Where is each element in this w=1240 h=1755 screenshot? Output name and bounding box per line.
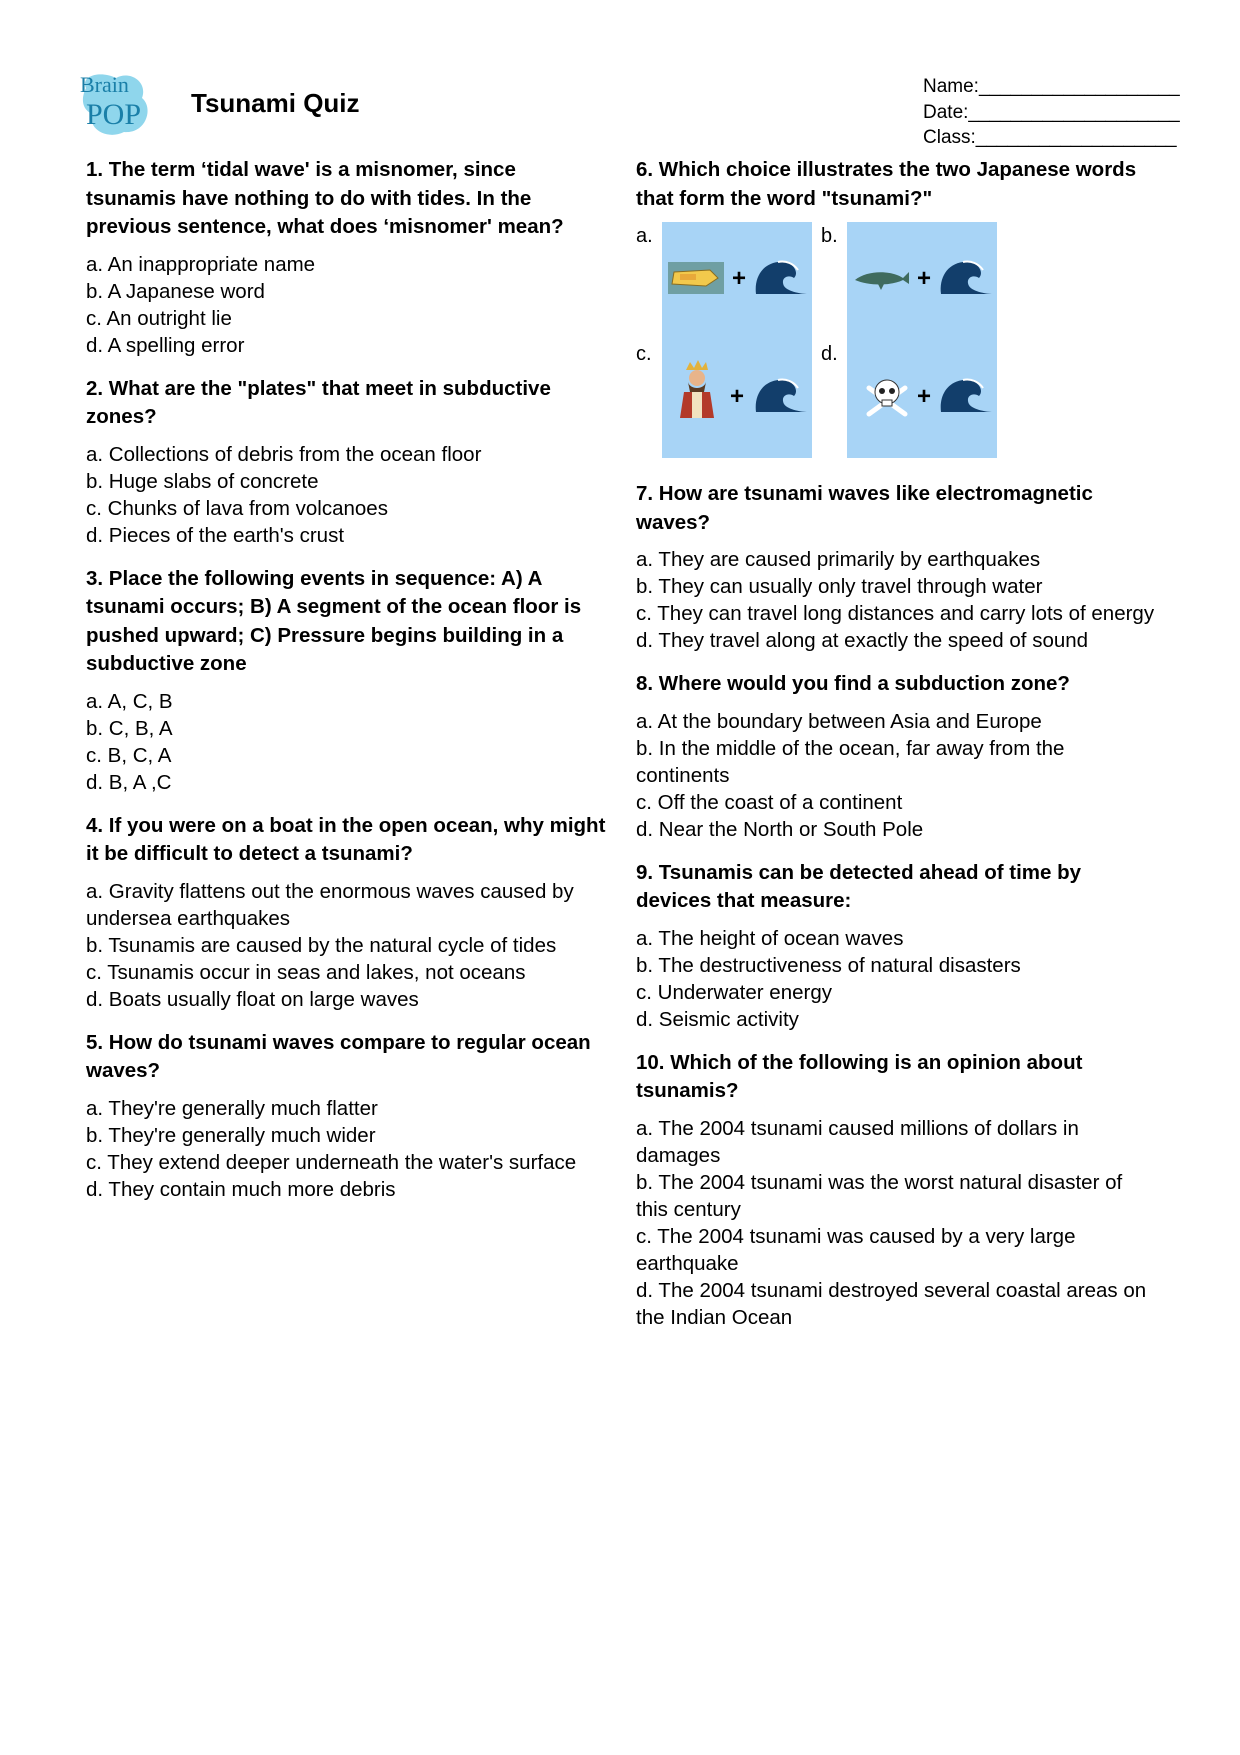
answer-option[interactable]: b. They can usually only travel through water [636, 575, 1043, 598]
answer-option[interactable]: d. They travel along at exactly the speed of sound [636, 629, 1089, 652]
answer-option[interactable]: d. A spelling error [86, 333, 245, 357]
brainpop-logo [78, 68, 156, 140]
question-3 [86, 565, 611, 796]
question-text: 8. Where would you find a subduction zone? [636, 672, 1070, 695]
right-column [636, 156, 1156, 1347]
king-icon [680, 360, 714, 418]
date-field[interactable]: Date:____________________ [923, 101, 1180, 123]
answer-option[interactable]: c. The 2004 tsunami was caused by a very large earthquake [636, 1224, 1076, 1275]
answer-option[interactable]: a. Gravity flattens out the enormous waves caused by undersea earthquakes [86, 879, 574, 930]
question-text: 1. The term ‘tidal wave' is a misnomer, since tsunamis have nothing to do with tides. In the previous sentence, what does ‘misnomer' mean? [86, 158, 564, 238]
class-field[interactable]: Class:___________________ [923, 127, 1177, 148]
option-picture [662, 340, 812, 458]
answer-option[interactable]: c. Underwater energy [636, 980, 832, 1004]
answer-option[interactable]: a. Collections of debris from the ocean floor [86, 442, 482, 466]
question-1 [86, 156, 611, 359]
question-2 [86, 375, 611, 549]
answer-option[interactable]: a. They are caused primarily by earthquakes [636, 548, 1041, 571]
question-text: 2. What are the "plates" that meet in subductive zones? [86, 376, 551, 428]
page-title: Tsunami Quiz [191, 88, 360, 118]
question-7 [636, 480, 1156, 654]
image-option-c[interactable] [636, 340, 826, 458]
answer-option[interactable]: c. Off the coast of a continent [636, 790, 903, 814]
image-choices [636, 222, 1156, 464]
question-text: 10. Which of the following is an opinion about tsunamis? [636, 1050, 1083, 1102]
question-10 [636, 1049, 1156, 1331]
answer-option[interactable]: b. In the middle of the ocean, far away from the continents [636, 736, 1065, 787]
question-text: 9. Tsunamis can be detected ahead of time by devices that measure: [636, 860, 1082, 912]
wave-icon [941, 261, 993, 294]
option-label: c. [636, 343, 652, 365]
answer-option[interactable]: c. They extend deeper underneath the water's surface [86, 1150, 577, 1174]
svg-text:Brain: Brain [80, 72, 129, 97]
harbor-icon [668, 262, 724, 294]
answer-option[interactable]: c. They can travel long distances and carry lots of energy [636, 602, 1155, 625]
svg-text:POP: POP [86, 98, 142, 131]
question-text: 6. Which choice illustrates the two Japanese words that form the word "tsunami?" [636, 158, 1137, 210]
answer-option[interactable]: b. A Japanese word [86, 279, 265, 303]
answer-option[interactable]: a. An inappropriate name [86, 252, 316, 276]
option-picture [847, 340, 997, 458]
option-label: d. [821, 343, 838, 365]
answer-option[interactable]: b. Tsunamis are caused by the natural cycle of tides [86, 933, 557, 957]
option-label: a. [636, 225, 653, 247]
answer-option[interactable]: d. Near the North or South Pole [636, 817, 924, 841]
svg-text:+: + [730, 383, 745, 410]
student-info [923, 74, 1180, 151]
wave-icon [756, 261, 808, 294]
answer-option[interactable]: d. They contain much more debris [86, 1177, 396, 1201]
image-option-d[interactable] [821, 340, 1011, 458]
question-9 [636, 859, 1156, 1033]
answer-option[interactable]: a. The height of ocean waves [636, 926, 904, 950]
answer-option[interactable]: b. Huge slabs of concrete [86, 469, 319, 493]
option-picture [662, 222, 812, 340]
question-text: 4. If you were on a boat in the open ocean, why might it be difficult to detect a tsunami? [86, 813, 606, 865]
answer-option[interactable]: b. C, B, A [86, 716, 173, 740]
whale-icon [855, 272, 909, 290]
answer-option[interactable]: d. B, A ,C [86, 770, 172, 794]
answer-option[interactable]: c. An outright lie [86, 306, 232, 330]
question-8 [636, 670, 1156, 843]
left-column [86, 156, 611, 1219]
answer-option[interactable]: d. The 2004 tsunami destroyed several coastal areas on the Indian Ocean [636, 1278, 1147, 1329]
answer-option[interactable]: b. They're generally much wider [86, 1123, 376, 1147]
question-text: 3. Place the following events in sequence: A) A tsunami occurs; B) A segment of the ocean floor is pushed upward; C) Pressure begins building in a subductive zone [86, 566, 582, 675]
image-option-a[interactable] [636, 222, 826, 340]
question-4 [86, 812, 611, 1013]
option-picture [847, 222, 997, 340]
answer-option[interactable]: d. Boats usually float on large waves [86, 987, 419, 1011]
answer-option[interactable]: c. Tsunamis occur in seas and lakes, not oceans [86, 960, 526, 984]
answer-option[interactable]: c. Chunks of lava from volcanoes [86, 496, 388, 520]
answer-option[interactable]: a. At the boundary between Asia and Europe [636, 709, 1042, 733]
answer-option[interactable]: a. The 2004 tsunami caused millions of dollars in damages [636, 1116, 1079, 1167]
answer-option[interactable]: d. Pieces of the earth's crust [86, 523, 345, 547]
answer-option[interactable]: c. B, C, A [86, 743, 172, 767]
image-option-b[interactable] [821, 222, 1011, 340]
skull-crossbones-icon [869, 380, 905, 414]
answer-option[interactable]: b. The destructiveness of natural disasters [636, 953, 1021, 977]
wave-icon [756, 379, 808, 412]
question-6 [636, 156, 1156, 464]
answer-option[interactable]: a. A, C, B [86, 689, 173, 713]
svg-text:+: + [732, 265, 747, 292]
question-text: 5. How do tsunami waves compare to regular ocean waves? [86, 1030, 591, 1082]
answer-option[interactable]: a. They're generally much flatter [86, 1096, 378, 1120]
name-field[interactable]: Name:___________________ [923, 76, 1180, 97]
question-text: 7. How are tsunami waves like electromagnetic waves? [636, 482, 1093, 534]
svg-text:+: + [917, 383, 932, 410]
answer-option[interactable]: b. The 2004 tsunami was the worst natural disaster of this century [636, 1170, 1123, 1221]
option-label: b. [821, 225, 838, 247]
svg-text:+: + [917, 265, 932, 292]
answer-option[interactable]: d. Seismic activity [636, 1007, 799, 1031]
wave-icon [941, 379, 993, 412]
question-5 [86, 1029, 611, 1203]
